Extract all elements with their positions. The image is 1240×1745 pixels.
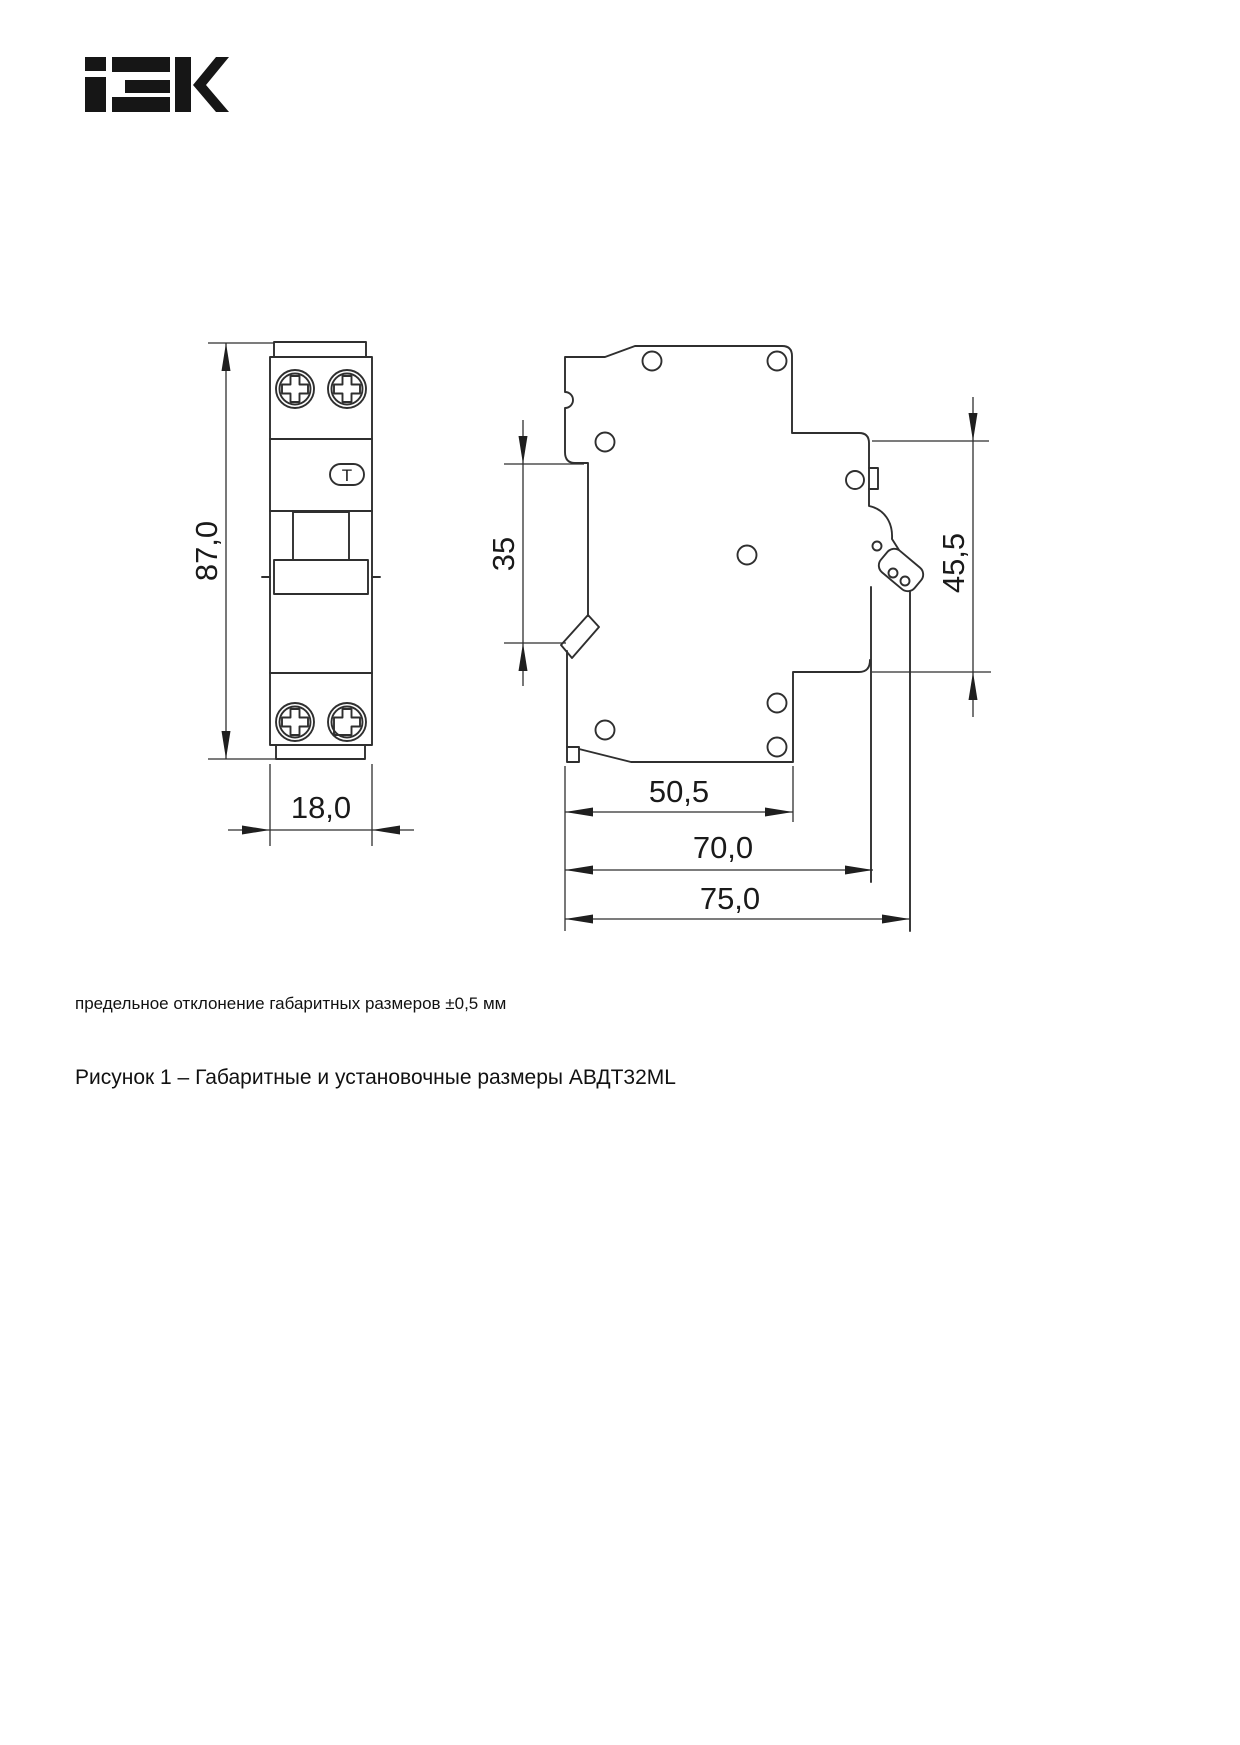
side-view xyxy=(486,346,991,931)
front-top-cap xyxy=(274,342,366,357)
side-outline-boss xyxy=(869,489,899,550)
side-foot-notch xyxy=(567,747,579,762)
rivet-1 xyxy=(643,352,662,371)
side-outline-lower xyxy=(567,651,870,762)
dimension-35 xyxy=(486,420,584,686)
dimension-87 xyxy=(189,343,276,759)
dim-45-5-label: 45,5 xyxy=(936,532,971,594)
logo-k-chevron xyxy=(193,57,229,112)
dim-70-label: 70,0 xyxy=(692,830,754,865)
tolerance-note: предельное отклонение габаритных размеров ±0,5 мм xyxy=(75,994,507,1013)
boss-hole xyxy=(873,542,882,551)
dim-35-label: 35 xyxy=(486,536,521,572)
test-button xyxy=(330,464,364,485)
logo-k-stem xyxy=(175,57,191,112)
rivet-2 xyxy=(768,352,787,371)
side-outline-upper xyxy=(565,346,869,616)
dimension-70 xyxy=(565,830,873,875)
din-latch-pad xyxy=(875,545,927,595)
rivet-6 xyxy=(596,721,615,740)
dim-50-5-label: 50,5 xyxy=(648,774,710,809)
rivet-7 xyxy=(768,694,787,713)
logo-e-bottom xyxy=(112,97,170,112)
rivet-5 xyxy=(846,471,864,489)
logo-i-dot xyxy=(85,57,106,71)
side-edge-notch xyxy=(869,468,878,489)
test-button-label: T xyxy=(341,466,353,485)
screw-terminal-top-right xyxy=(328,370,366,408)
figure-caption: Рисунок 1 – Габаритные и установочные размеры АВДТ32ML xyxy=(75,1066,676,1089)
toggle-handle xyxy=(274,560,368,594)
dimension-18 xyxy=(228,764,414,846)
toggle-recess xyxy=(293,512,349,560)
rivet-4 xyxy=(738,546,757,565)
front-body xyxy=(270,357,372,745)
rivet-8 xyxy=(768,738,787,757)
iek-logo xyxy=(85,57,229,112)
dim-87-label: 87,0 xyxy=(189,520,224,582)
dimension-75 xyxy=(565,881,910,924)
screw-terminal-bottom-left xyxy=(276,703,314,741)
dimension-50-5 xyxy=(565,774,793,817)
screw-terminal-top-left xyxy=(276,370,314,408)
rivet-3 xyxy=(596,433,615,452)
logo-i-stem xyxy=(85,77,106,112)
dim-75-label: 75,0 xyxy=(699,881,761,916)
logo-e-top xyxy=(112,57,170,72)
front-bottom-cap xyxy=(276,745,365,759)
dim-18-label: 18,0 xyxy=(290,790,352,825)
screw-terminal-bottom-right xyxy=(328,703,366,741)
front-view xyxy=(189,342,414,846)
logo-e-mid xyxy=(125,80,170,93)
